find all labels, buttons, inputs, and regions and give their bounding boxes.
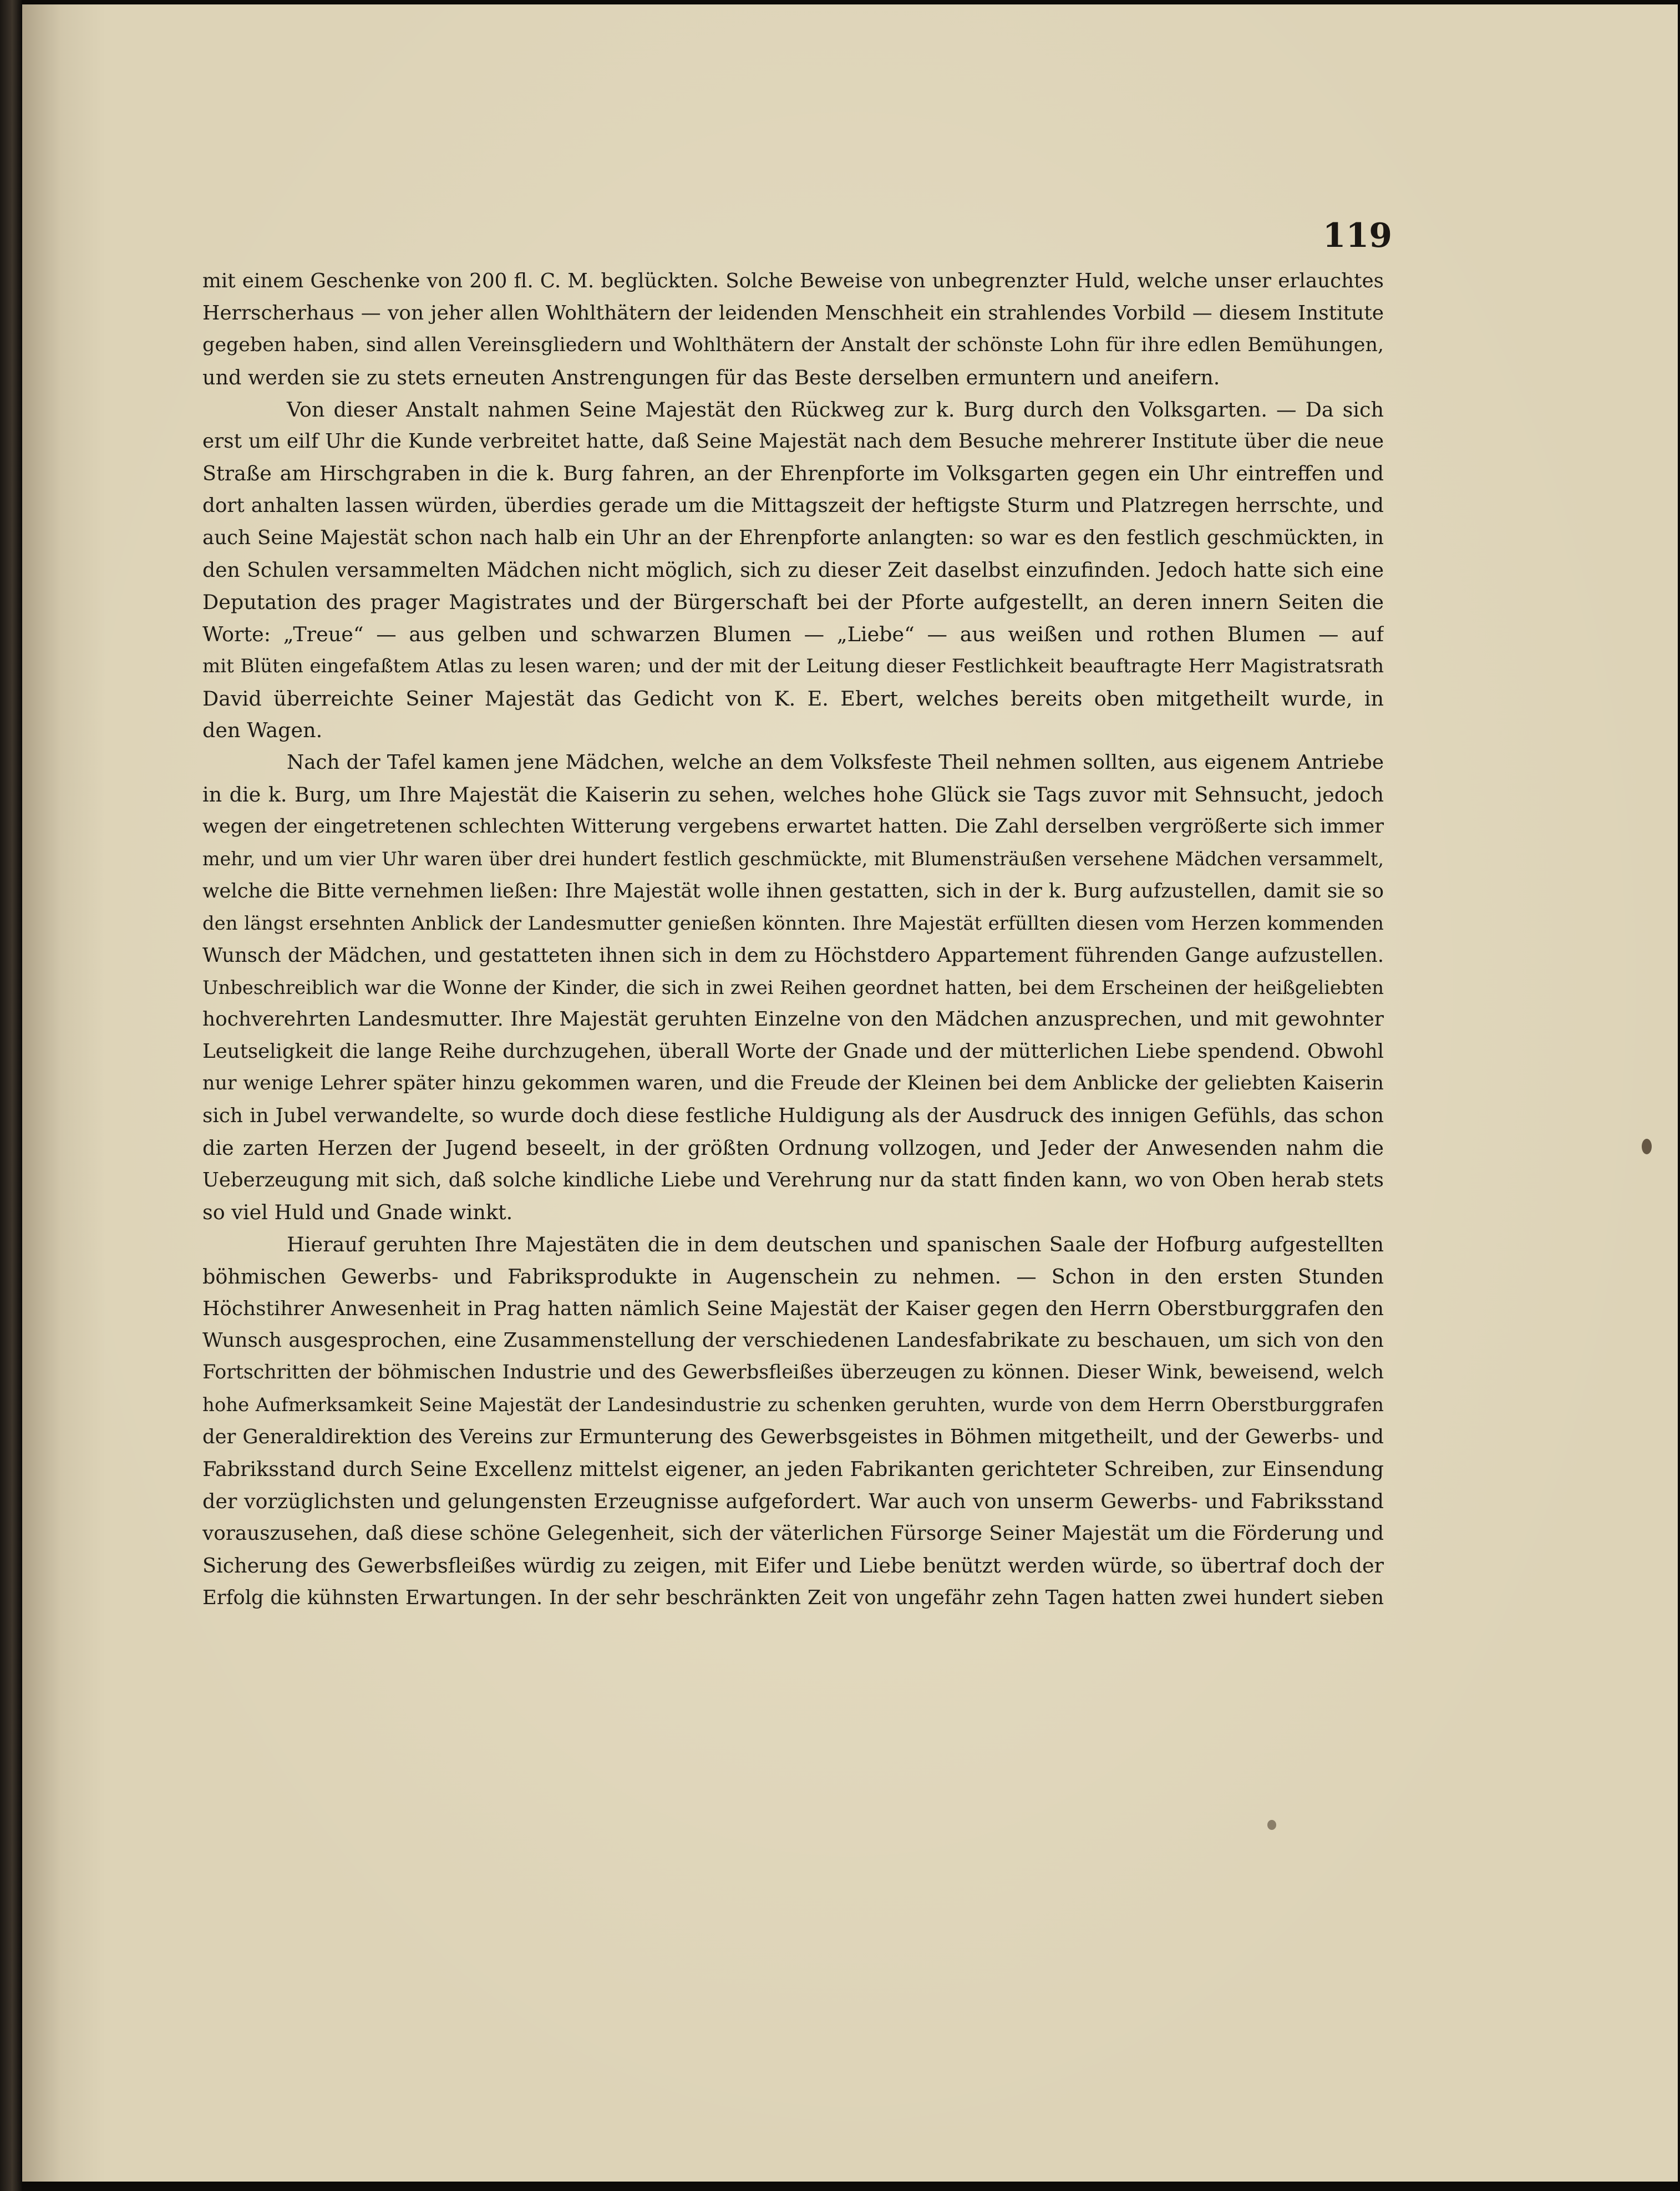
text-line: welche die Bitte vernehmen ließen: Ihre Majestät wolle ihnen gestatten, sich in der k. Burg aufzustellen, damit sie so bbox=[202, 879, 1384, 902]
text-line: Deputation des prager Magistrates und der Bürgerschaft bei der Pforte aufgestellt, an deren innern Seiten die bbox=[202, 590, 1384, 614]
text-line: den Schulen versammelten Mädchen nicht möglich, sich zu dieser Zeit daselbst einzufinden. Jedoch hatte sich eine bbox=[202, 558, 1384, 582]
text-line: nur wenige Lehrer später hinzu gekommen waren, und die Freude der Kleinen bei dem Anblicke der geliebten Kaiserin bbox=[202, 1072, 1384, 1095]
text-line: hohe Aufmerksamkeit Seine Majestät der Landesindustrie zu schenken geruhten, wurde von dem Herrn Oberstburggrafen bbox=[202, 1394, 1384, 1416]
body-text bbox=[202, 265, 1384, 1696]
text-line: gegeben haben, sind allen Vereinsgliedern und Wohlthätern der Anstalt der schönste Lohn für ihre edlen Bemühungen, bbox=[202, 333, 1384, 356]
text-line: mit Blüten eingefaßtem Atlas zu lesen waren; und der mit der Leitung dieser Festlichkeit beauftragte Herr Magistratsrath bbox=[202, 655, 1384, 677]
text-line: Straße am Hirschgraben in die k. Burg fahren, an der Ehrenpforte im Volksgarten gegen ein Uhr eintreffen und bbox=[202, 461, 1384, 486]
text-line: so viel Huld und Gnade winkt. bbox=[202, 1200, 513, 1224]
text-line: der vorzüglichsten und gelungensten Erzeugnisse aufgefordert. War auch von unserm Gewerbs- und Fabriksstand bbox=[202, 1489, 1384, 1513]
text-line: erst um eilf Uhr die Kunde verbreitet hatte, daß Seine Majestät nach dem Besuche mehrerer Institute über die neue bbox=[202, 430, 1384, 453]
text-line: dort anhalten lassen würden, überdies gerade um die Mittagszeit der heftigste Sturm und Platzregen herrschte, und bbox=[202, 494, 1384, 518]
text-line: Sicherung des Gewerbsfleißes würdig zu zeigen, mit Eifer und Liebe benützt werden würde, so übertraf doch der bbox=[202, 1553, 1384, 1578]
text-line: Leutseligkeit die lange Reihe durchzugehen, überall Worte der Gnade und der mütterlichen Liebe spendend. Obwohl bbox=[202, 1040, 1384, 1063]
text-line: mehr, und um vier Uhr waren über drei hundert festlich geschmückte, mit Blumensträußen versehene Mädchen versammelt, bbox=[202, 848, 1384, 870]
text-line: Höchstihrer Anwesenheit in Prag hatten nämlich Seine Majestät der Kaiser gegen den Herrn Oberstburggrafen den bbox=[202, 1297, 1384, 1320]
text-line: Unbeschreiblich war die Wonne der Kinder, die sich in zwei Reihen geordnet hatten, bei dem Erscheinen der heißgeliebten bbox=[202, 976, 1384, 998]
text-line: die zarten Herzen der Jugend beseelt, in der größten Ordnung vollzogen, und Jeder der Anwesenden nahm die bbox=[202, 1136, 1384, 1160]
book-page bbox=[22, 4, 1678, 2182]
text-line: den Wagen. bbox=[202, 718, 323, 743]
text-line: Wunsch der Mädchen, und gestatteten ihnen sich in dem zu Höchstdero Appartement führenden Gange aufzustellen. bbox=[202, 944, 1384, 967]
text-line: Herrscherhaus — von jeher allen Wohlthätern der leidenden Menschheit ein strahlendes Vorbild — diesem Institute bbox=[202, 301, 1384, 324]
text-line: böhmischen Gewerbs- und Fabriksprodukte in Augenschein zu nehmen. — Schon in den ersten Stunden bbox=[202, 1264, 1384, 1289]
text-line: Von dieser Anstalt nahmen Seine Majestät den Rückweg zur k. Burg durch den Volksgarten. — Da sich bbox=[287, 397, 1384, 422]
ink-spot bbox=[1642, 1139, 1652, 1154]
text-line: Nach der Tafel kamen jene Mädchen, welche an dem Volksfeste Theil nehmen sollten, aus eigenem Antriebe bbox=[287, 751, 1384, 774]
text-line: Worte: „Treue“ — aus gelben und schwarzen Blumen — „Liebe“ — aus weißen und rothen Blumen — auf bbox=[202, 622, 1384, 646]
text-line: Ueberzeugung mit sich, daß solche kindliche Liebe und Verehrung nur da statt finden kann, wo von Oben herab stets bbox=[202, 1168, 1384, 1191]
text-line: auch Seine Majestät schon nach halb ein Uhr an der Ehrenpforte anlangten: so war es den festlich geschmückten, in bbox=[202, 526, 1384, 550]
page-number: 119 bbox=[1322, 216, 1392, 255]
text-line: sich in Jubel verwandelte, so wurde doch diese festliche Huldigung als der Ausdruck des innigen Gefühls, das schon bbox=[202, 1104, 1384, 1128]
text-line: der Generaldirektion des Vereins zur Ermunterung des Gewerbsgeistes in Böhmen mitgetheilt, und der Gewerbs- und bbox=[202, 1426, 1384, 1449]
text-line: Hierauf geruhten Ihre Majestäten die in dem deutschen und spanischen Saale der Hofburg aufgestellten bbox=[287, 1232, 1384, 1256]
text-line: und werden sie zu stets erneuten Anstrengungen für das Beste derselben ermuntern und aneifern. bbox=[202, 365, 1220, 389]
ink-spot bbox=[1267, 1820, 1276, 1830]
text-line: David überreichte Seiner Majestät das Gedicht von K. E. Ebert, welches bereits oben mitgetheilt wurde, in bbox=[202, 686, 1384, 711]
book-gutter bbox=[0, 0, 22, 2191]
text-line: Fortschritten der böhmischen Industrie und des Gewerbsfleißes überzeugen zu können. Dieser Wink, beweisend, welch bbox=[202, 1361, 1384, 1384]
text-line: vorauszusehen, daß diese schöne Gelegenheit, sich der väterlichen Fürsorge Seiner Majestät um die Förderung und bbox=[202, 1521, 1384, 1545]
text-line: Erfolg die kühnsten Erwartungen. In der sehr beschränkten Zeit von ungefähr zehn Tagen hatten zwei hundert sieben bbox=[202, 1586, 1384, 1609]
text-line: mit einem Geschenke von 200 fl. C. M. beglückten. Solche Beweise von unbegrenzter Huld, welche unser erlauchtes bbox=[202, 270, 1384, 292]
text-line: Wunsch ausgesprochen, eine Zusammenstellung der verschiedenen Landesfabrikate zu beschauen, um sich von den bbox=[202, 1329, 1384, 1352]
text-line: hochverehrten Landesmutter. Ihre Majestät geruhten Einzelne von den Mädchen anzusprechen, und mit gewohnter bbox=[202, 1008, 1384, 1031]
text-line: Fabriksstand durch Seine Excellenz mittelst eigener, an jeden Fabrikanten gerichteter Schreiben, zur Einsendung bbox=[202, 1457, 1384, 1481]
text-line: wegen der eingetretenen schlechten Witterung vergebens erwartet hatten. Die Zahl derselben vergrößerte sich immer bbox=[202, 815, 1384, 838]
text-line: in die k. Burg, um Ihre Majestät die Kaiserin zu sehen, welches hohe Glück sie Tags zuvor mit Sehnsucht, jedoch bbox=[202, 783, 1384, 807]
text-line: den längst ersehnten Anblick der Landesmutter genießen könnten. Ihre Majestät erfüllten diesen vom Herzen kommenden bbox=[202, 912, 1384, 934]
